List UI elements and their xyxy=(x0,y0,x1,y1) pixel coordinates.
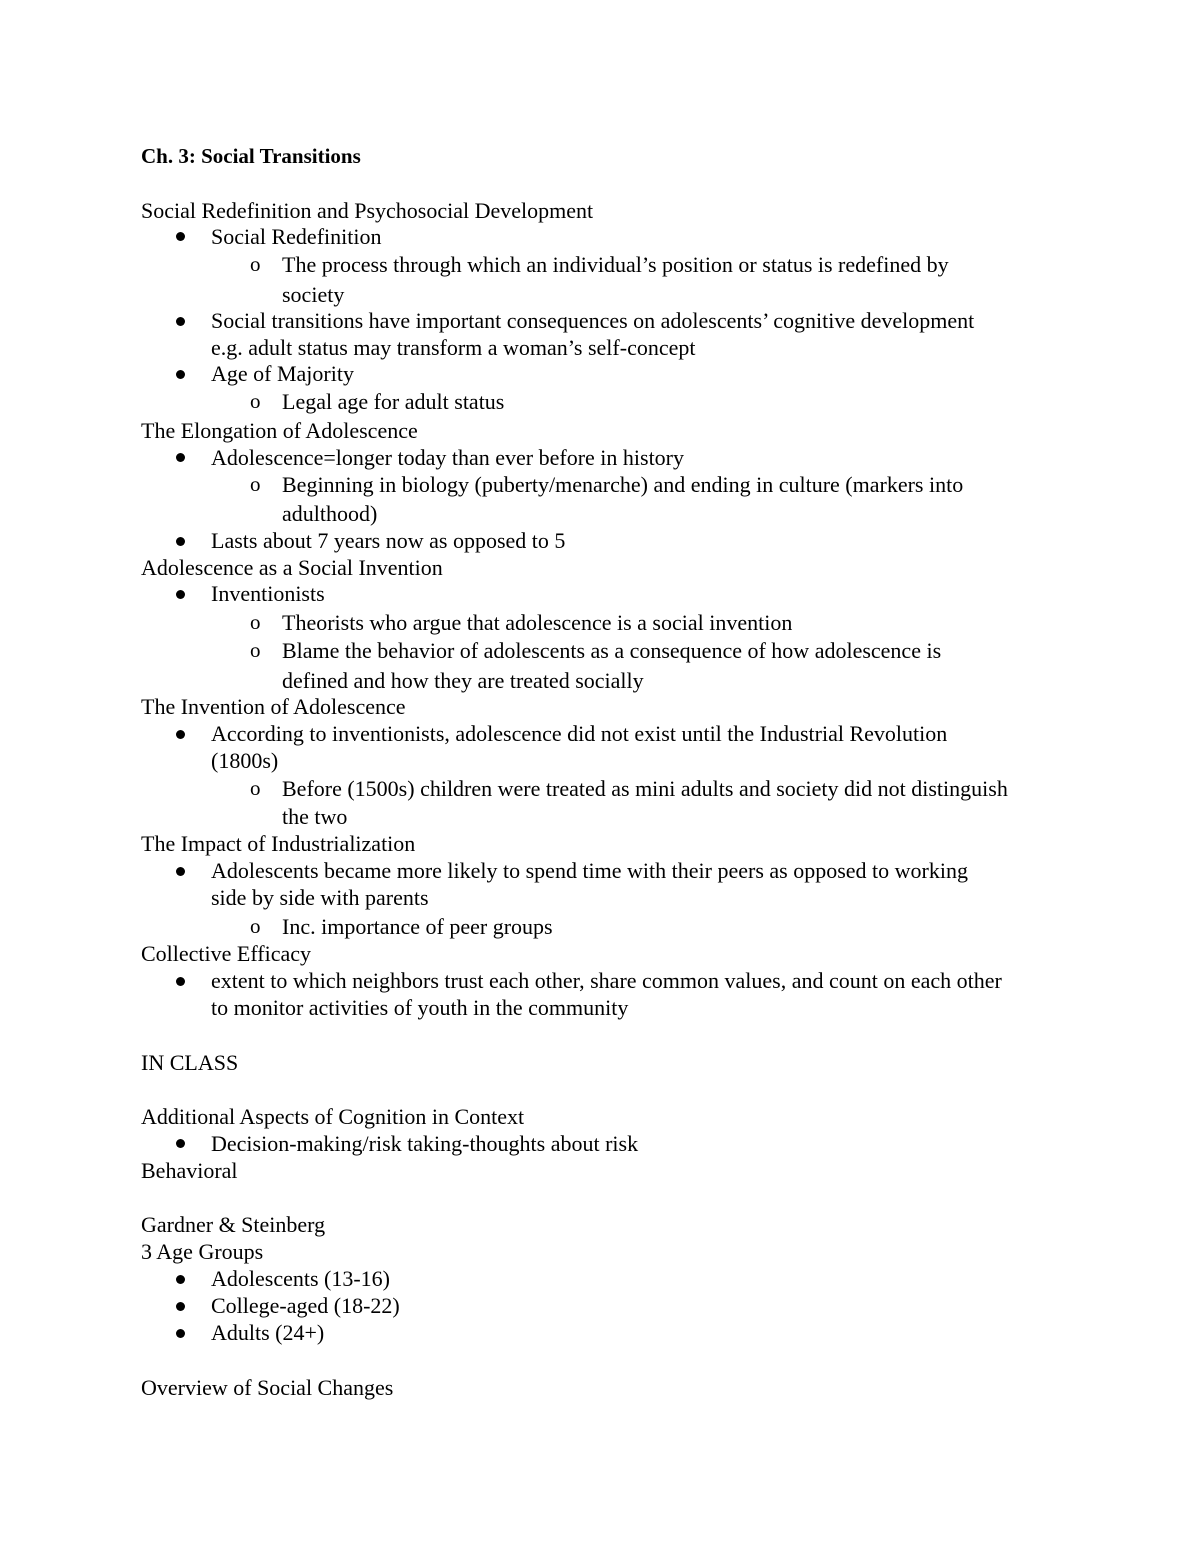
bullet-icon xyxy=(176,232,185,241)
list-item-continuation: side by side with parents xyxy=(211,885,429,910)
sub-list-item-continuation: society xyxy=(282,282,345,307)
sub-list-item: Legal age for adult status xyxy=(282,389,505,414)
bullet-icon xyxy=(176,1302,185,1311)
list-item: Adolescents became more likely to spend time with their peers as opposed to working xyxy=(211,858,968,883)
list-item-continuation: (1800s) xyxy=(211,748,279,773)
bullet-icon xyxy=(176,453,185,462)
sub-list-item: Inc. importance of peer groups xyxy=(282,914,553,939)
sub-list-item: Blame the behavior of adolescents as a consequence of how adolescence is xyxy=(282,638,942,663)
section-heading: Social Redefinition and Psychosocial Development xyxy=(141,198,594,223)
text-line: Behavioral xyxy=(141,1158,238,1183)
section-heading: Gardner & Steinberg xyxy=(141,1212,326,1237)
section-heading: Collective Efficacy xyxy=(141,941,312,966)
list-item: Social transitions have important consequences on adolescents’ cognitive development xyxy=(211,308,975,333)
list-item: Adolescence=longer today than ever before in history xyxy=(211,445,685,470)
sub-list-item-continuation: the two xyxy=(282,804,348,829)
section-heading: The Elongation of Adolescence xyxy=(141,418,418,443)
list-item: Social Redefinition xyxy=(211,224,382,249)
list-item: Lasts about 7 years now as opposed to 5 xyxy=(211,528,566,553)
sub-bullet-icon: o xyxy=(250,389,261,413)
bullet-icon xyxy=(176,370,185,379)
bullet-icon xyxy=(176,1139,185,1148)
section-heading: The Invention of Adolescence xyxy=(141,694,406,719)
list-item-continuation: e.g. adult status may transform a woman’s self-concept xyxy=(211,335,696,360)
section-heading: The Impact of Industrialization xyxy=(141,831,416,856)
sub-list-item: Before (1500s) children were treated as mini adults and society did not distinguish xyxy=(282,776,1008,801)
bullet-icon xyxy=(176,1329,185,1338)
bullet-icon xyxy=(176,590,185,599)
sub-bullet-icon: o xyxy=(250,472,261,496)
section-heading: Adolescence as a Social Invention xyxy=(141,555,443,580)
list-item: Inventionists xyxy=(211,581,325,606)
list-item: Age of Majority xyxy=(211,361,354,386)
sub-bullet-icon: o xyxy=(250,914,261,938)
text-line: 3 Age Groups xyxy=(141,1239,264,1264)
list-item: Adolescents (13-16) xyxy=(211,1266,391,1291)
bullet-icon xyxy=(176,977,185,986)
sub-list-item: The process through which an individual’s position or status is redefined by xyxy=(282,252,949,277)
sub-list-item-continuation: defined and how they are treated socially xyxy=(282,668,644,693)
section-heading: IN CLASS xyxy=(141,1050,239,1075)
sub-list-item-continuation: adulthood) xyxy=(282,501,378,526)
sub-list-item: Beginning in biology (puberty/menarche) and ending in culture (markers into xyxy=(282,472,964,497)
bullet-icon xyxy=(176,537,185,546)
list-item: Decision-making/risk taking-thoughts about risk xyxy=(211,1131,639,1156)
sub-list-item: Theorists who argue that adolescence is a social invention xyxy=(282,610,793,635)
list-item: According to inventionists, adolescence did not exist until the Industrial Revolution xyxy=(211,721,948,746)
section-heading: Overview of Social Changes xyxy=(141,1375,394,1400)
bullet-icon xyxy=(176,317,185,326)
page-title: Ch. 3: Social Transitions xyxy=(141,144,361,168)
list-item: extent to which neighbors trust each other, share common values, and count on each other xyxy=(211,968,1002,993)
list-item: Adults (24+) xyxy=(211,1320,325,1345)
list-item: College-aged (18-22) xyxy=(211,1293,400,1318)
sub-bullet-icon: o xyxy=(250,776,261,800)
sub-bullet-icon: o xyxy=(250,638,261,662)
list-item-continuation: to monitor activities of youth in the community xyxy=(211,995,629,1020)
sub-bullet-icon: o xyxy=(250,252,261,276)
section-heading: Additional Aspects of Cognition in Context xyxy=(141,1104,525,1129)
bullet-icon xyxy=(176,1275,185,1284)
bullet-icon xyxy=(176,730,185,739)
sub-bullet-icon: o xyxy=(250,610,261,634)
bullet-icon xyxy=(176,867,185,876)
